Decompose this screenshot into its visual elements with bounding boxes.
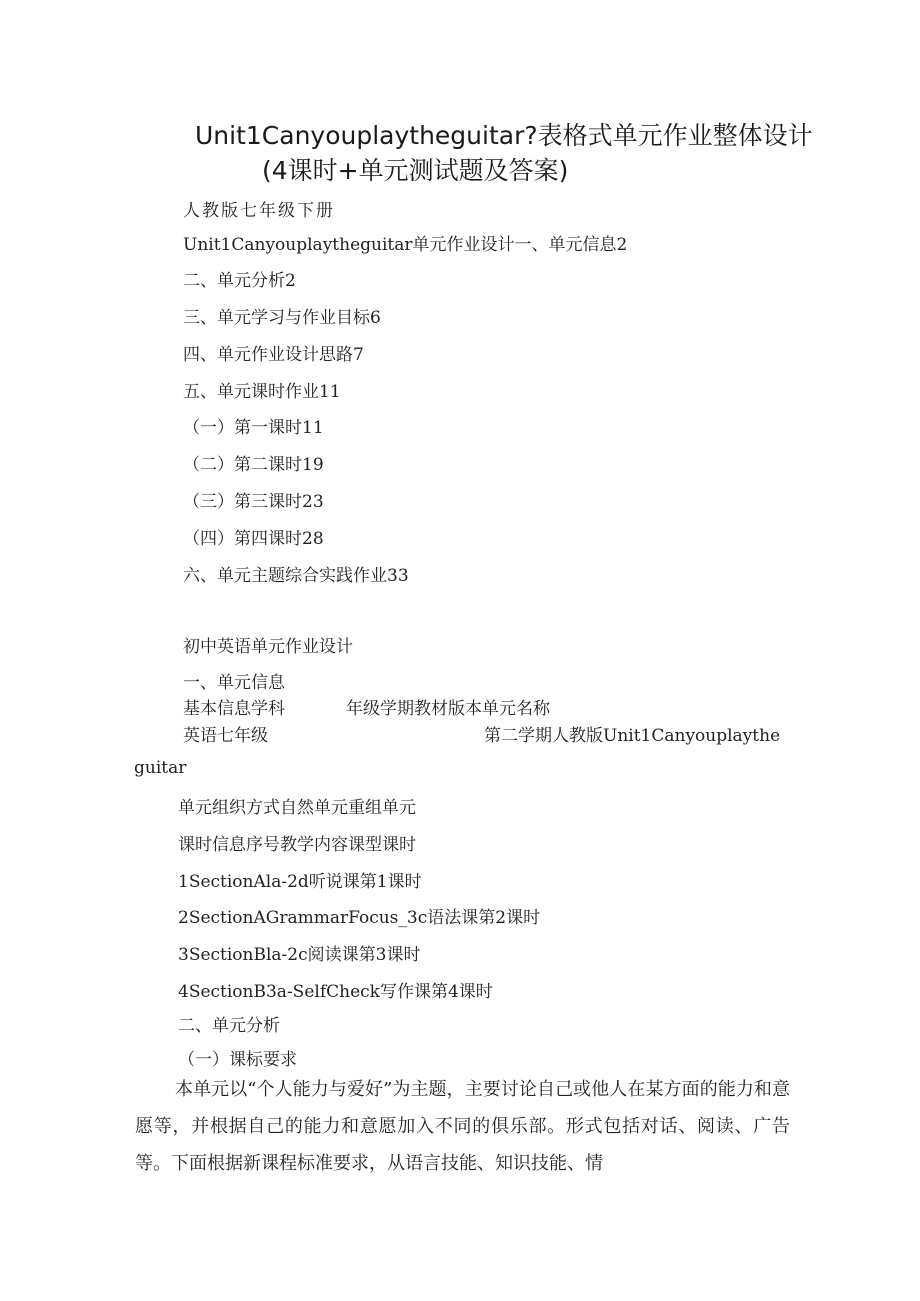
toc-item: 六、单元主题综合实践作业33: [183, 566, 409, 586]
unit-organization: 单元组织方式自然单元重组单元: [178, 798, 416, 818]
lesson-table-header: 课时信息序号教学内容课型课时: [178, 835, 416, 855]
toc-item: 五、单元课时作业11: [183, 382, 341, 402]
toc-item: （一）第一课时11: [183, 418, 324, 438]
toc-item: 四、单元作业设计思路7: [183, 345, 364, 365]
info-table-row-wrap: guitar: [134, 758, 187, 778]
toc-item: （二）第二课时19: [183, 455, 324, 475]
document-title-line-1: Unit1Canyouplaytheguitar?表格式单元作业整体设计: [195, 121, 813, 150]
doc-title: 初中英语单元作业设计: [183, 637, 353, 657]
subsection-heading: （一）课标要求: [178, 1050, 297, 1070]
toc-edition: 人教版七年级下册: [183, 201, 335, 221]
toc-heading: Unit1Canyouplaytheguitar单元作业设计一、单元信息2: [183, 235, 628, 255]
info-table-row-right: 第二学期人教版Unit1Canyouplaythe: [484, 726, 781, 746]
toc-item: 三、单元学习与作业目标6: [183, 308, 381, 328]
lesson-row: 3SectionBla-2c阅读课第3课时: [178, 945, 421, 965]
toc-item: （三）第三课时23: [183, 492, 324, 512]
lesson-row: 4SectionB3a-SelfCheck写作课第4课时: [178, 982, 493, 1002]
body-paragraph: 本单元以“个人能力与爱好”为主题，主要讨论自己或他人在某方面的能力和意愿等，并根据自己的能力和意愿加入不同的俱乐部。形式包括对话、阅读、广告等。下面根据新课程标准要求，从语言技能、知识技能、情: [135, 1079, 790, 1174]
document-title-line-2: (4课时+单元测试题及答案): [262, 156, 569, 185]
info-table-row-left: 英语七年级: [183, 726, 268, 746]
section-heading: 一、单元信息: [183, 673, 285, 693]
toc-item: 二、单元分析2: [183, 271, 296, 291]
toc-item: （四）第四课时28: [183, 529, 324, 549]
lesson-row: 2SectionAGrammarFocus_3c语法课第2课时: [178, 908, 541, 928]
info-table-header-right: 年级学期教材版本单元名称: [346, 699, 550, 719]
info-table-header-left: 基本信息学科: [183, 699, 285, 719]
lesson-row: 1SectionAla-2d听说课第1课时: [178, 872, 422, 892]
section-heading: 二、单元分析: [178, 1016, 280, 1036]
